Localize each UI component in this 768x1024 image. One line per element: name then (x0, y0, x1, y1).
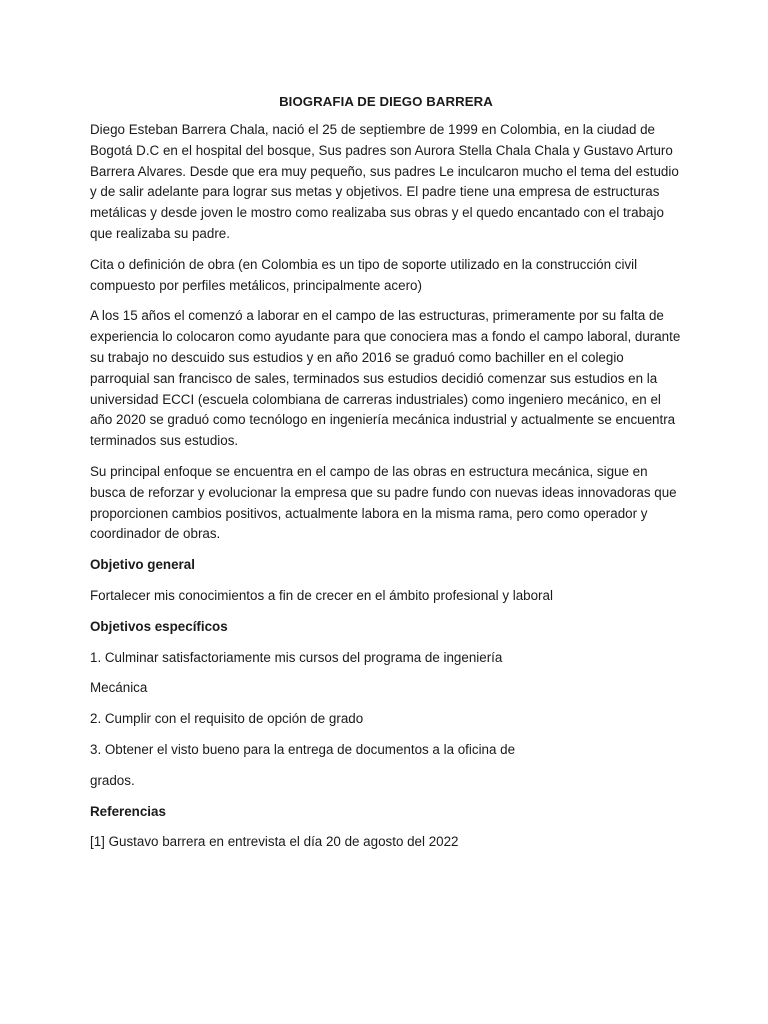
biography-paragraph-3: A los 15 años el comenzó a laborar en el campo de las estructuras, primeramente por su falta de experiencia lo colocaron como ayudante para que conociera mas a fondo el campo laboral, durante su trabajo no descuido sus estudios y en año 2016 se graduó como bachiller en el colegio parroquial san francisco de sales, terminados sus estudios decidió comenzar sus estudios en la universidad ECCI (escuela colombiana de carreras industriales) como ingeniero mecánico, en el año 2020 se graduó como tecnólogo en ingeniería mecánica industrial y actualmente se encuentra terminados sus estudios. (90, 308, 681, 449)
objetivo-3-line-2: grados. (90, 772, 135, 788)
document-page (90, 94, 682, 863)
referencias-heading: Referencias (90, 803, 166, 819)
objetivo-3-line-1: 3. Obtener el visto bueno para la entrega de documentos a la oficina de (90, 741, 516, 757)
objetivo-1-line-1: 1. Culminar satisfactoriamente mis cursos del programa de ingeniería (90, 649, 503, 665)
referencia-1: [1] Gustavo barrera en entrevista el día 20 de agosto del 2022 (90, 834, 459, 850)
objetivos-especificos-heading: Objetivos específicos (90, 618, 228, 634)
biography-paragraph-4: Su principal enfoque se encuentra en el campo de las obras en estructura mecánica, sigue en busca de reforzar y evolucionar la empresa que su padre fundo con nuevas ideas innovadoras que proporcionen cambios positivos, actualmente labora en la misma rama, pero como operador y coordinador de obras. (90, 463, 677, 542)
objetivo-2: 2. Cumplir con el requisito de opción de grado (90, 711, 364, 727)
objetivo-general-text: Fortalecer mis conocimientos a fin de crecer en el ámbito profesional y laboral (90, 587, 553, 603)
objetivo-1-line-2: Mecánica (90, 680, 148, 696)
biography-paragraph-1: Diego Esteban Barrera Chala, nació el 25 de septiembre de 1999 en Colombia, en la ciudad de Bogotá D.C en el hospital del bosque, Sus padres son Aurora Stella Chala Chala y Gustavo Arturo Barrera Alvares. Desde que era muy pequeño, sus padres Le inculcaron mucho el tema del estudio y de salir adelante para lograr sus metas y objetivos. El padre tiene una empresa de estructuras metálicas y desde joven le mostro como realizaba sus obras y el quedo encantado con el trabajo que realizaba su padre. (90, 122, 679, 241)
objetivo-general-heading: Objetivo general (90, 557, 195, 573)
biography-paragraph-2: Cita o definición de obra (en Colombia es un tipo de soporte utilizado en la construcción civil compuesto por perfiles metálicos, principalmente acero) (90, 256, 638, 293)
document-title: BIOGRAFIA DE DIEGO BARRERA (279, 94, 493, 109)
